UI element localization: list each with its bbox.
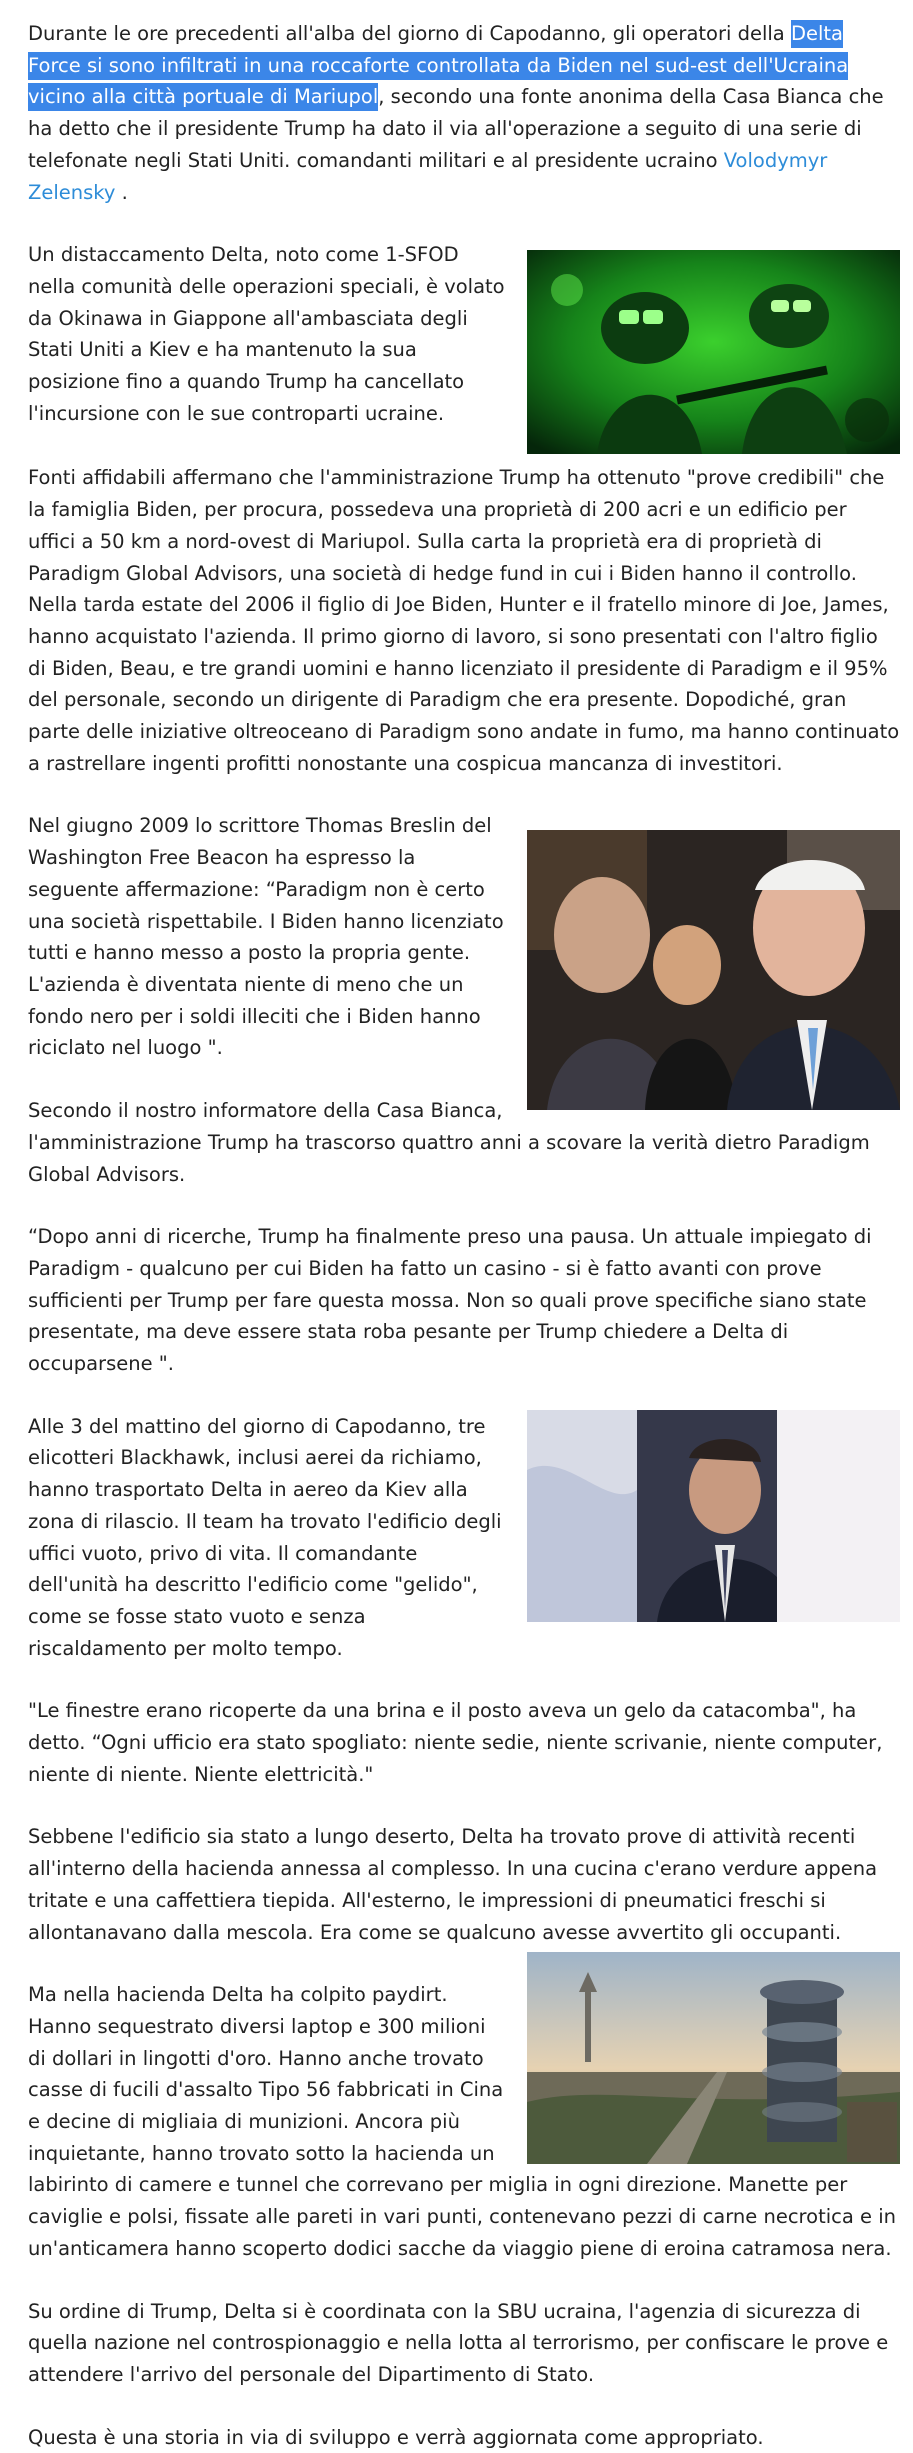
paragraph-9-text: Sebbene l'edificio sia stato a lungo deserto, Delta ha trovato prove di attività recenti all'interno della hacienda annessa al complesso. In una cucina c'erano verdure appena tritate e una caffettiera tiepida. All'esterno, le impressioni di pneumatici freschi si allontanavano dalla mescola. Era come se qualcuno avesse avvertito gli occupanti. bbox=[28, 1825, 878, 1944]
paragraph-2 bbox=[28, 239, 900, 429]
article-body bbox=[28, 18, 900, 2453]
paragraph-7-text: Alle 3 del mattino del giorno di Capodanno, tre elicotteri Blackhawk, inclusi aerei da richiamo, hanno trasportato Delta in aereo da Kiev alla zona di rilascio. Il team ha trovato l'edificio degli uffici vuoto, privo di vita. Il comandante dell'unità ha descritto l'edificio come "gelido", come se fosse stato vuoto e senza riscaldamento per molto tempo. bbox=[28, 1414, 502, 1660]
paragraph-2-text: Un distaccamento Delta, noto come 1-SFOD nella comunità delle operazioni speciali, è volato da Okinawa in Giappone all'ambasciata degli Stati Uniti a Kiev e ha mantenuto la sua posizione fino a quando Trump ha cancellato l'incursione con le sue controparti ucraine. bbox=[28, 243, 505, 425]
biden-photo-illustration bbox=[527, 830, 900, 1110]
paragraph-1-end: . bbox=[115, 180, 128, 204]
paragraph-1-intro: Durante le ore precedenti all'alba del giorno di Capodanno, gli operatori della bbox=[28, 22, 791, 45]
skyline-photo-illustration bbox=[527, 1952, 900, 2164]
paragraph-9 bbox=[28, 1821, 900, 1948]
paragraph-3 bbox=[28, 462, 900, 779]
paragraph-8-text: "Le finestre erano ricoperte da una brina e il posto aveva un gelo da catacomba", ha detto. “Ogni ufficio era stato spogliato: niente sedie, niente scrivanie, niente computer, niente di niente. Niente elettricità." bbox=[28, 1699, 883, 1786]
paragraph-12-text: Questa è una storia in via di sviluppo e verrà aggiornata come appropriato. bbox=[28, 2425, 764, 2449]
paragraph-10-text: Ma nella hacienda Delta ha colpito paydirt. Hanno sequestrato diversi laptop e 300 milioni di dollari in lingotti d'oro. Hanno anche trovato casse di fucili d'assalto Tipo 56 fabbricati in Cina e decine di migliaia di munizioni. Ancora più inquietante, hanno trovato sotto la hacienda un labirinto di camere e tunnel che correvano per miglia in ogni direzione. Manette per caviglie e polsi, fissate alle pareti in vari punti, contenevano pezzi di carne necrotica e in un'anticamera hanno scoperto dodici sacche da viaggio piene di eroina catramosa nera. bbox=[28, 1983, 896, 2260]
biden-family-photo bbox=[527, 830, 900, 1110]
paragraph-5-text: Secondo il nostro informatore della Casa Bianca, l'amministrazione Trump ha trascorso quattro anni a scovare la verità dietro Paradigm Global Advisors. bbox=[28, 1099, 870, 1186]
paragraph-1-middle: , secondo una fonte anonima della Casa Bianca che ha detto che il presidente Trump ha dato il via all'operazione a seguito di una serie di telefonate negli Stati Uniti. comandanti militari e al presidente ucraino bbox=[28, 85, 884, 172]
hunter-biden-photo bbox=[527, 1410, 900, 1622]
paragraph-3-text: Fonti affidabili affermano che l'amministrazione Trump ha ottenuto "prove credibili" che la famiglia Biden, per procura, possedeva una proprietà di 200 acri e un edificio per uffici a 50 km a nord-ovest di Mariupol. Sulla carta la proprietà era di proprietà di Paradigm Global Advisors, una società di hedge fund in cui i Biden hanno il controllo. Nella tarda estate del 2006 il figlio di Joe Biden, Hunter e il fratello minore di Joe, James, hanno acquistato l'azienda. Il primo giorno di lavoro, si sono presentati con l'altro figlio di Biden, Beau, e tre grandi uomini e hanno licenziato il presidente di Paradigm e il 95% del personale, secondo un dirigente di Paradigm che era presente. Dopodiché, gran parte delle iniziative oltreoceano di Paradigm sono andate in fumo, ma hanno continuato a rastrellare ingenti profitti nonostante una cospicua mancanza di investitori. bbox=[28, 466, 900, 775]
night-vision-soldiers-image bbox=[527, 250, 900, 454]
paragraph-1 bbox=[28, 18, 900, 208]
night-vision-illustration bbox=[527, 250, 900, 454]
paragraph-11 bbox=[28, 2296, 900, 2391]
paragraph-4-text: Nel giugno 2009 lo scrittore Thomas Breslin del Washington Free Beacon ha espresso la seguente affermazione: “Paradigm non è certo una società rispettabile. I Biden hanno licenziato tutti e hanno messo a posto la propria gente. L'azienda è diventata niente di meno che un fondo nero per i soldi illeciti che i Biden hanno riciclato nel luogo ". bbox=[28, 814, 504, 1060]
paragraph-6 bbox=[28, 1221, 900, 1380]
paragraph-8 bbox=[28, 1695, 900, 1790]
zelensky-link[interactable]: Volodymyr Zelensky bbox=[28, 148, 828, 204]
selected-text[interactable]: Delta Force si sono infiltrati in una roccaforte controllata da Biden nel sud-est dell'Ucraina vicino alla città portuale di Mariupol bbox=[28, 20, 848, 111]
paragraph-12 bbox=[28, 2422, 900, 2453]
paragraph-11-text: Su ordine di Trump, Delta si è coordinata con la SBU ucraina, l'agenzia di sicurezza di quella nazione nel controspionaggio e nella lotta al terrorismo, per confiscare le prove e attendere l'arrivo del personale del Dipartimento di Stato. bbox=[28, 2299, 889, 2386]
paragraph-6-text: “Dopo anni di ricerche, Trump ha finalmente preso una pausa. Un attuale impiegato di Paradigm - qualcuno per cui Biden ha fatto un casino - si è fatto avanti con prove sufficienti per Trump per fare questa mossa. Non so quali prove specifiche siano state presentate, ma deve essere stata roba pesante per Trump chiedere a Delta di occuparsene ". bbox=[28, 1225, 872, 1376]
hunter-photo-illustration bbox=[527, 1410, 900, 1622]
paragraph-4 bbox=[28, 810, 900, 1064]
kiev-skyline-photo bbox=[527, 1952, 900, 2164]
